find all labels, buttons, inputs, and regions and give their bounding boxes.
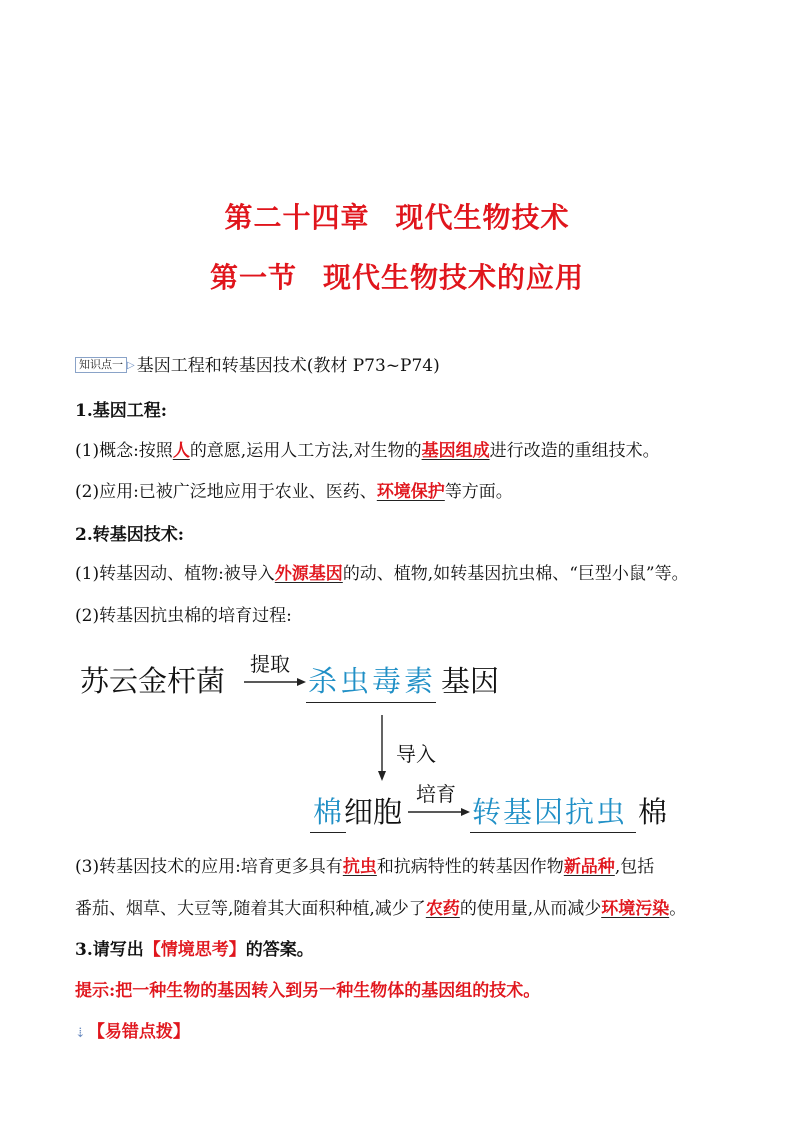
flow-extract-label: 提取 (250, 652, 290, 676)
answer-underline (470, 832, 636, 833)
s1-application (75, 481, 513, 503)
knowledge-point-text: 基因工程和转基因技术(教材 P73~P74) (136, 356, 440, 376)
text-segment: (1)概念:按照 (75, 441, 173, 461)
s1-concept (75, 440, 660, 462)
flow-product-answer: 转基因抗虫 (472, 795, 628, 829)
flow-cell-suffix: 细胞 (344, 795, 403, 829)
flow-gene-suffix: 基因 (441, 664, 500, 698)
down-arrow-icon (372, 715, 392, 781)
knowledge-point-header (75, 355, 440, 377)
s3-hint: 提示:把一种生物的基因转入到另一种生物体的基因组的技术。 (75, 981, 541, 1001)
chapter-title (0, 196, 794, 236)
answer-blank: 环境污染 (601, 899, 670, 919)
text-segment: 番茄、烟草、大豆等,随着其大面积种植,减少了 (75, 899, 426, 919)
text-segment: 的答案。 (245, 940, 314, 960)
section-name: 现代生物技术的应用 (323, 261, 585, 294)
error-tip-label: 【易错点拨】 (87, 1022, 190, 1042)
chapter-name: 现代生物技术 (395, 201, 570, 234)
s1-heading: 1.基因工程: (75, 401, 168, 421)
answer-blank: 农药 (425, 899, 460, 919)
s2-heading: 2.转基因技术: (75, 525, 185, 545)
flow-gene-answer: 杀虫毒素 (308, 664, 437, 698)
answer-blank: 外源基因 (274, 564, 343, 584)
right-arrow-icon (408, 802, 470, 822)
answer-underline (306, 702, 436, 703)
text-segment: (1)转基因动、植物:被导入 (75, 564, 275, 584)
answer-blank: 新品种 (563, 857, 615, 877)
answer-blank: 基因组成 (421, 441, 490, 461)
answer-blank: 人 (172, 441, 190, 461)
text-segment: 进行改造的重组技术。 (489, 441, 660, 461)
section-number: 第一节 (209, 261, 297, 294)
scenario-bracket: 【情境思考】 (143, 940, 246, 960)
text-segment: (2)应用:已被广泛地应用于农业、医药、 (75, 482, 377, 502)
text-segment: 3.请写出 (75, 940, 144, 960)
s3-heading (75, 939, 314, 961)
section-title (0, 256, 794, 296)
tag-arrow-icon: ▷ (127, 360, 135, 371)
answer-underline (310, 832, 346, 833)
text-segment: 的动、植物,如转基因抗虫棉、“巨型小鼠”等。 (342, 564, 689, 584)
answer-blank: 抗虫 (342, 857, 377, 877)
text-segment: 的使用量,从而减少 (459, 899, 602, 919)
flow-source: 苏云金杆菌 (80, 664, 226, 698)
text-segment: ,包括 (614, 857, 655, 877)
chapter-number: 第二十四章 (224, 201, 370, 234)
answer-blank: 环境保护 (376, 482, 445, 502)
text-segment: 。 (669, 899, 687, 919)
right-arrow-icon (244, 672, 306, 692)
s2-p3-line1 (75, 856, 654, 878)
flow-culture-label: 培育 (416, 782, 456, 806)
knowledge-point-tag: 知识点一 (75, 357, 127, 373)
text-segment: 的意愿,运用人工方法,对生物的 (189, 441, 422, 461)
error-tip-header (75, 1021, 190, 1045)
flow-cell-answer: 棉 (313, 795, 343, 829)
s2-p3-line2 (75, 898, 686, 920)
s2-p1 (75, 563, 689, 585)
s2-p2: (2)转基因抗虫棉的培育过程: (75, 606, 292, 626)
tip-arrow-icon: ⇣ (75, 1026, 86, 1041)
flow-import-label: 导入 (396, 742, 436, 766)
text-segment: 等方面。 (444, 482, 513, 502)
text-segment: (3)转基因技术的应用:培育更多具有 (75, 857, 343, 877)
text-segment: 和抗病特性的转基因作物 (376, 857, 564, 877)
flow-product-suffix: 棉 (638, 795, 668, 829)
